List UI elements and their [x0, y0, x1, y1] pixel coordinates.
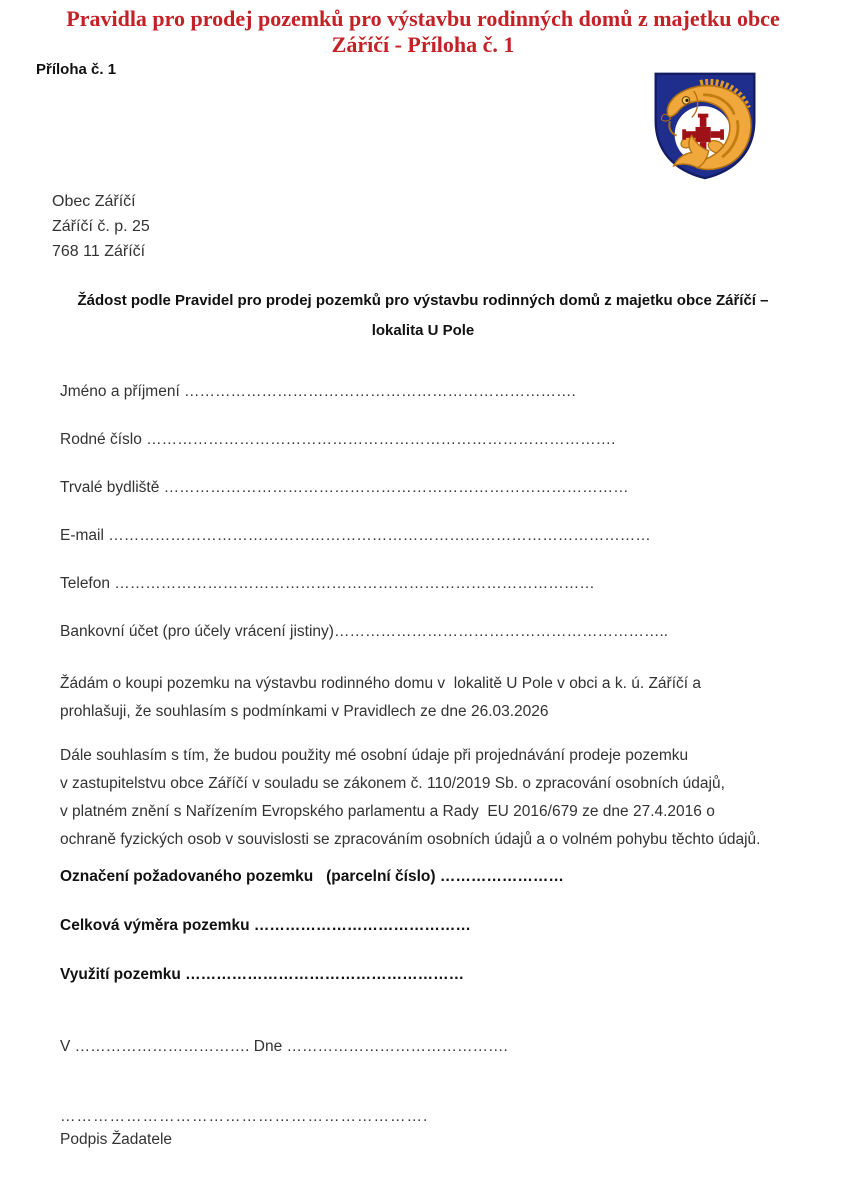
dotted-fill-line: …………………………………… — [249, 917, 471, 934]
field-label: Trvalé bydliště — [60, 479, 160, 496]
dotted-fill-line: ……………………………………………………………………………… — [159, 479, 629, 496]
field-label: Označení požadovaného pozemku (parcelní číslo) — [60, 868, 436, 885]
dotted-fill-line: ……………………………………………… — [180, 966, 465, 983]
place-date-line — [60, 1037, 846, 1057]
dotted-fill-line: …………………………………………………………………. — [179, 383, 576, 400]
application-heading-line-2: lokalita U Pole — [371, 322, 475, 339]
application-heading — [0, 286, 846, 346]
field-label: Telefon — [60, 575, 110, 592]
dotted-fill-line: …………………………………………………………………………………………… — [103, 527, 651, 544]
dotted-fill-line: ………………………………………………………………………………. — [141, 431, 616, 448]
paragraph-line: ochraně fyzických osob v souvislosti se zpracováním osobních údajů a o volném pohybu těchto údajů. — [60, 831, 761, 848]
field-label: Rodné číslo — [60, 431, 142, 448]
signature-block — [60, 1107, 846, 1150]
field-email — [60, 526, 846, 546]
field-oznaceni-pozemku — [60, 867, 846, 887]
paragraph-line: Žádám o koupi pozemku na výstavbu rodinného domu v lokalitě U Pole v obci a k. ú. Záříčí a — [60, 675, 701, 692]
fish-pupil — [685, 99, 688, 102]
dotted-fill-line: ………………………………………………………………………………… — [109, 575, 595, 592]
field-trvale-bydliste — [60, 478, 846, 498]
page-title — [0, 0, 846, 58]
page-title-line-1: Pravidla pro prodej pozemků pro výstavbu rodinných domů z majetku obce — [66, 6, 780, 31]
address-block — [52, 189, 846, 264]
field-bankovni-ucet — [60, 622, 846, 642]
paragraph-line: v platném znění s Nařízením Evropského parlamentu a Rady EU 2016/679 ze dne 27.4.2016 o — [60, 803, 715, 820]
application-heading-line-1: Žádost podle Pravidel pro prodej pozemků pro výstavbu rodinných domů z majetku obce Záříčí – — [77, 292, 769, 309]
field-label: Využití pozemku — [60, 966, 181, 983]
paragraph-line: v zastupitelstvu obce Záříčí v souladu se zákonem č. 110/2019 Sb. o zpracování osobních údajů, — [60, 775, 725, 792]
dotted-fill-line: …………………… — [435, 868, 564, 885]
address-line-municipality: Obec Záříčí — [52, 193, 136, 210]
applicant-fields — [60, 382, 846, 642]
municipal-coat-of-arms-icon — [648, 71, 762, 181]
annex-label: Příloha č. 1 — [36, 61, 117, 78]
purchase-declaration-paragraph — [60, 670, 846, 726]
field-vyuziti-pozemku — [60, 965, 846, 985]
page-title-line-2: Záříčí - Příloha č. 1 — [331, 32, 515, 57]
field-label: Jméno a příjmení — [60, 383, 180, 400]
dotted-fill-line: ……………………………………………………….. — [333, 623, 669, 640]
address-line-street: Záříčí č. p. 25 — [52, 218, 150, 235]
field-telefon — [60, 574, 846, 594]
signature-label: Podpis Žadatele — [60, 1131, 173, 1148]
place-field: V ……………………………. — [60, 1038, 254, 1055]
field-jmeno-a-prijmeni — [60, 382, 846, 402]
date-field: Dne ……………………………………. — [253, 1038, 508, 1055]
field-celkova-vymera — [60, 916, 846, 936]
field-rodne-cislo — [60, 430, 846, 450]
address-line-postal: 768 11 Záříčí — [52, 243, 146, 260]
paragraph-line: Dále souhlasím s tím, že budou použity mé osobní údaje při projednávání prodeje pozemku — [60, 747, 689, 764]
gdpr-consent-paragraph — [60, 742, 846, 854]
field-label: Celková výměra pozemku — [60, 917, 250, 934]
parcel-fields — [60, 867, 846, 985]
signature-line: …………………………………………………………. — [60, 1108, 429, 1125]
field-label: Bankovní účet (pro účely vrácení jistiny) — [60, 623, 334, 640]
paragraph-line: prohlašuji, že souhlasím s podmínkami v Pravidlech ze dne 26.03.2026 — [60, 703, 549, 720]
field-label: E-mail — [60, 527, 104, 544]
